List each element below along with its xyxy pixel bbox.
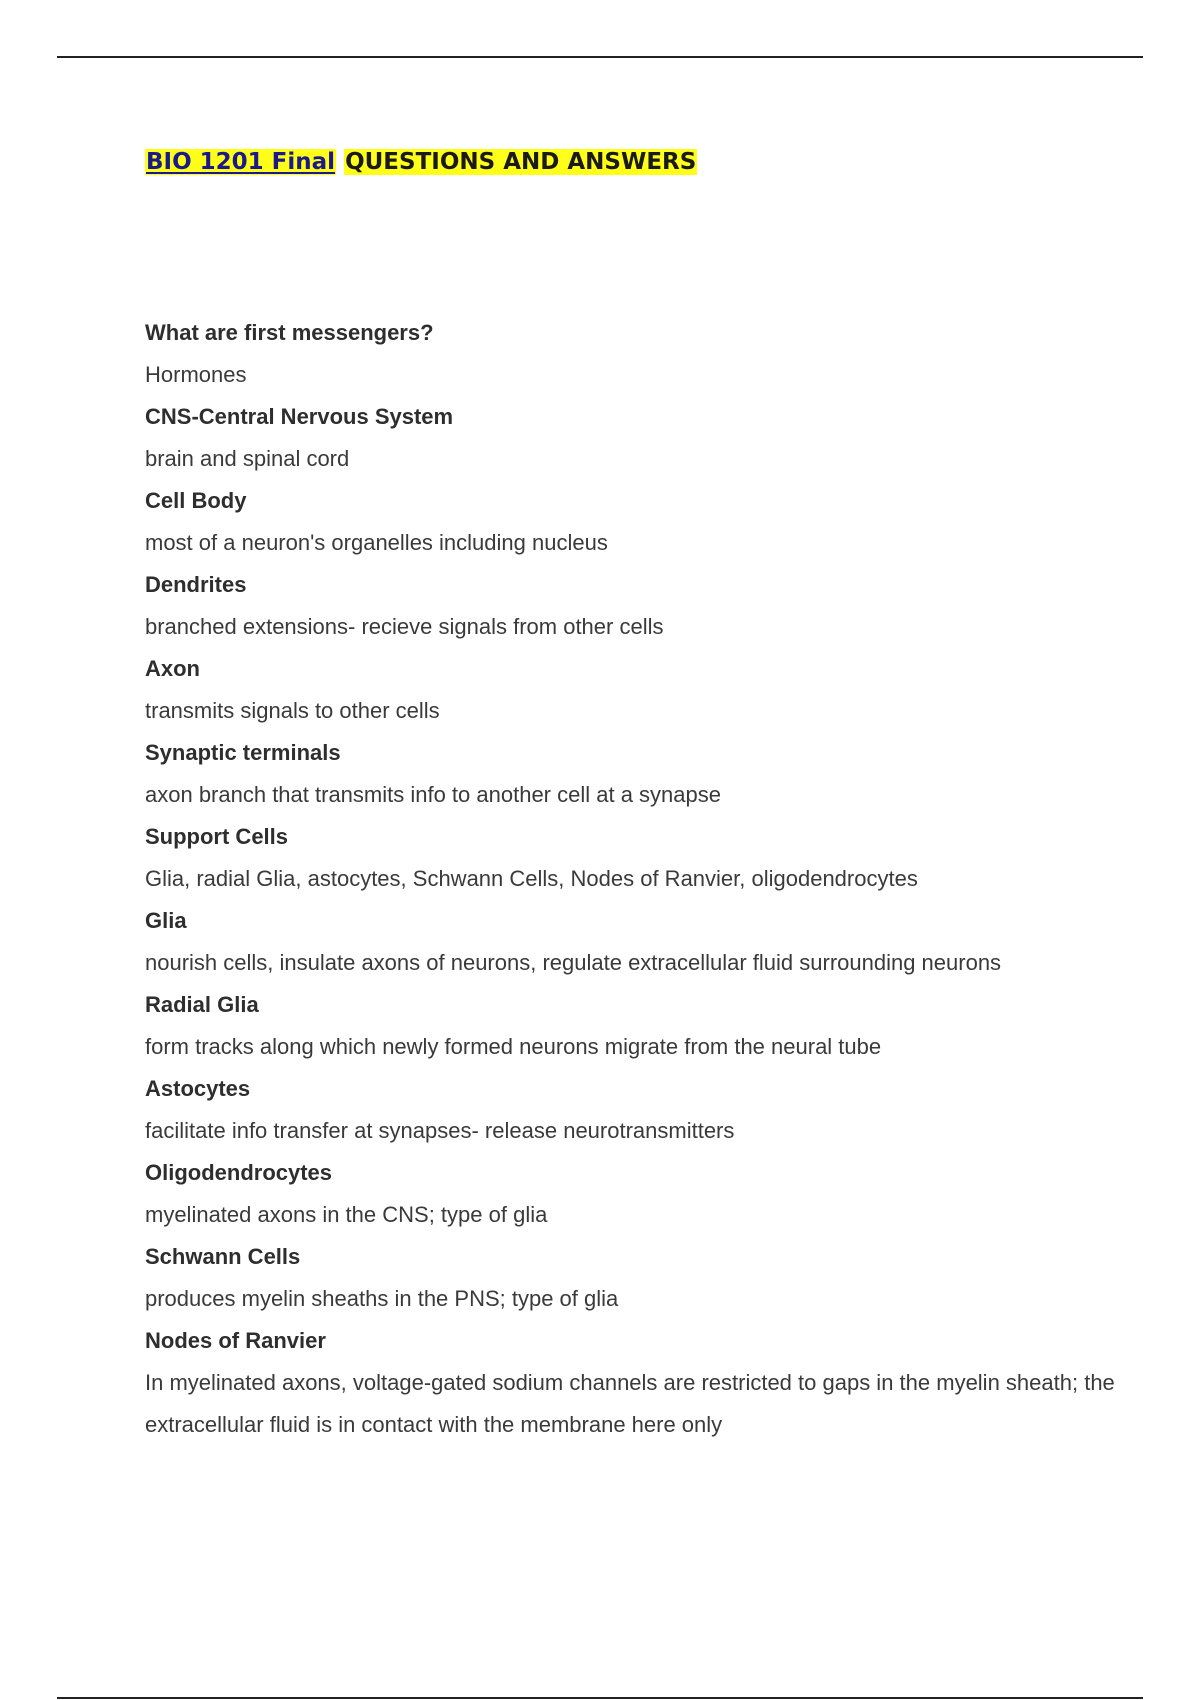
answer-definition: facilitate info transfer at synapses- release neurotransmitters	[145, 1118, 735, 1143]
question-term: CNS-Central Nervous System	[145, 404, 454, 429]
answer-definition: branched extensions- recieve signals from other cells	[145, 614, 664, 639]
answer-definition: Glia, radial Glia, astocytes, Schwann Cells, Nodes of Ranvier, oligodendrocytes	[145, 866, 918, 891]
answer-definition: most of a neuron's organelles including nucleus	[145, 530, 608, 555]
answer-definition: nourish cells, insulate axons of neurons, regulate extracellular fluid surrounding neurons	[145, 950, 1002, 975]
question-term: Glia	[145, 908, 187, 933]
question-term: Schwann Cells	[145, 1244, 301, 1269]
answer-definition: axon branch that transmits info to another cell at a synapse	[145, 782, 721, 807]
question-term: Support Cells	[145, 824, 289, 849]
question-term: Oligodendrocytes	[145, 1160, 333, 1185]
qa-item	[145, 984, 1145, 1068]
course-link[interactable]: BIO 1201 Final	[146, 149, 336, 175]
answer-definition: Hormones	[145, 362, 247, 387]
bottom-divider	[57, 1697, 1143, 1699]
qa-item	[145, 648, 1145, 732]
question-term: What are first messengers?	[145, 320, 434, 345]
qa-list	[145, 312, 1145, 1446]
question-term: Synaptic terminals	[145, 740, 341, 765]
document-title	[145, 144, 697, 180]
answer-definition: produces myelin sheaths in the PNS; type of glia	[145, 1286, 619, 1311]
title-subtitle: QUESTIONS AND ANSWERS	[345, 149, 697, 175]
top-divider	[57, 56, 1143, 58]
answer-definition: transmits signals to other cells	[145, 698, 440, 723]
qa-item	[145, 564, 1145, 648]
qa-item	[145, 1236, 1145, 1320]
qa-item	[145, 900, 1145, 984]
qa-item	[145, 1068, 1145, 1152]
question-term: Axon	[145, 656, 200, 681]
answer-definition: form tracks along which newly formed neurons migrate from the neural tube	[145, 1034, 882, 1059]
answer-definition: myelinated axons in the CNS; type of glia	[145, 1202, 548, 1227]
qa-item	[145, 396, 1145, 480]
question-term: Astocytes	[145, 1076, 251, 1101]
qa-item	[145, 1152, 1145, 1236]
qa-item	[145, 480, 1145, 564]
qa-item	[145, 1320, 1145, 1446]
qa-item	[145, 816, 1145, 900]
qa-item	[145, 312, 1145, 396]
question-term: Cell Body	[145, 488, 247, 513]
answer-definition: In myelinated axons, voltage-gated sodium channels are restricted to gaps in the myelin sheath; the extracellular fluid is in contact with the membrane here only	[145, 1370, 1115, 1437]
question-term: Dendrites	[145, 572, 247, 597]
question-term: Radial Glia	[145, 992, 259, 1017]
answer-definition: brain and spinal cord	[145, 446, 350, 471]
question-term: Nodes of Ranvier	[145, 1328, 326, 1353]
qa-item	[145, 732, 1145, 816]
